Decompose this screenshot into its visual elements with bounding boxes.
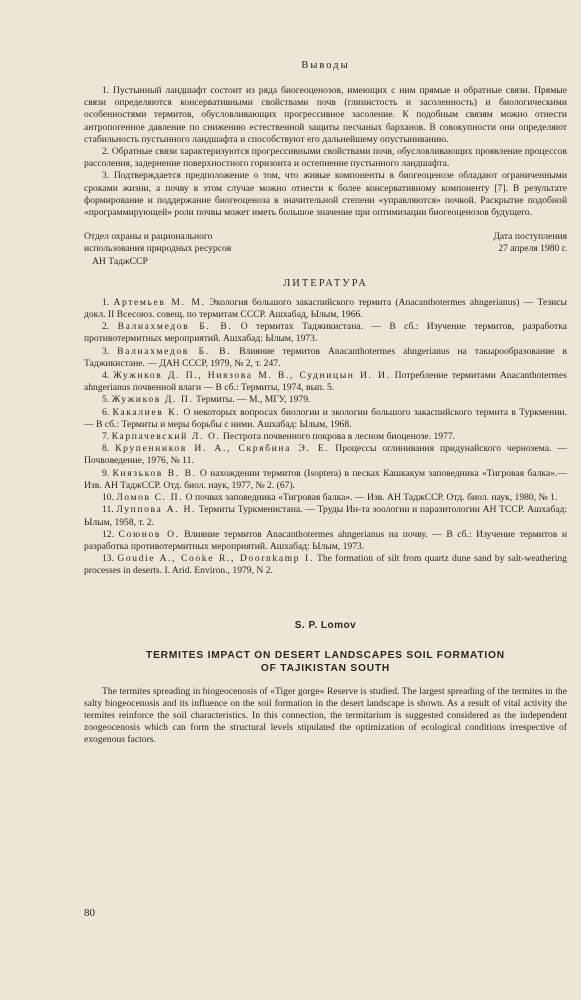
- summary-title-line-1: TERMITES IMPACT ON DESERT LANDSCAPES SOIL FORMATION: [146, 649, 505, 661]
- conclusions-heading: Выводы: [301, 60, 350, 71]
- reference-item: 13. Goudie A., Cooke R., Doornkamp I. The formation of silt from quartz dune sand by salt-weathering processes in deserts. I. Arid. Environ., 1979, N 2.: [84, 553, 567, 577]
- summary-title: [84, 649, 567, 676]
- reference-item: 9. Князьков В. В. О нахождении термитов (Isoptera) в песках Кашкакум заповедника «Тигровая балка».—Изв. АН ТаджССР. Отд. биол. наук, 1977, № 2. (67).: [84, 467, 567, 491]
- affiliation-line-3: АН ТаджССР: [92, 255, 148, 267]
- affiliation-line-1: Отдел охраны и рационального: [84, 231, 213, 243]
- summary-abstract: The termites spreading in biogeocenosis of «Tiger gorge» Reserve is studied. The largest spreading of the termites in the salty biogeocenosis and its influence on the soil formation in the desert landscape is shown. As a result of vital activity the termites reinforce the soil characteristics. In this connection, the termitarium is suggested considered as the independent zoogeocenosis which can form the structural levels stipulated the optimization of ecological conditions irrespective of exogenous factors.: [84, 685, 567, 746]
- reference-item: 10. Ломов С. П. О почвах заповедника «Тигровая балка». — Изв. АН ТаджССР. Отд. биол. наук, 1980, № 1.: [102, 492, 558, 504]
- literature-heading: ЛИТЕРАТУРА: [283, 277, 368, 289]
- reference-list: [84, 297, 567, 578]
- reference-item: 12. Союнов О. Влияние термитов Anacanthotermes ahngerianus на почву. — В сб.: Изучение термитов и разработка противотермитных мероприятий. Ашхабад: Ылым, 1973.: [84, 528, 567, 552]
- summary-title-line-2: OF TAJIKISTAN SOUTH: [260, 663, 391, 675]
- conclusion-paragraph-1: 1. Пустынный ландшафт состоит из ряда биогеоценозов, имеющих с ним прямые и обратные связи. Прямые связи определяются консервативными свойствами почв (глинистость и засоленность) и биологическими особенностями термитов, обусловливающих прогрессивное засоление. К подобным связям можно отнести антропогенное давление по снижению естественной защиты песчаных барханов. В совокупности они определяют стабильность пустынного ландшафта и способствуют его дальнейшему опустыниванию.: [84, 85, 567, 145]
- reference-item: 4. Жужиков Д. П., Ниязова М. В., Судницын И. И. Потребление термитами Anacanthotermes ahngerianus почвенной влаги — В сб.: Термиты, 1974, вып. 5.: [84, 370, 567, 394]
- page-number: 80: [84, 907, 95, 919]
- reference-item: 3. Валиахмедов Б. В. Влияние термитов Anacanthotermes ahngerianus на такырообразование в Таджикистане. — ДАН СССР, 1979, № 2, т. 247.: [84, 345, 567, 369]
- reference-item: 2. Валиахмедов Б. В. О термитах Таджикистана. — В сб.: Изучение термитов, разработка противотермитных мероприятий. Ашхабад: Ылым, 1973.: [84, 321, 567, 345]
- reference-item: 1. Артемьев М. М. Экология большого закаспийского термита (Anacanthotermes ahngerianus) — Тезисы докл. II Всесоюз. совещ. по термитам СССР. Ашхабад, Ылым, 1966.: [84, 296, 567, 321]
- affiliation-line-2: использования природных ресурсов: [84, 243, 232, 255]
- reference-item: 5. Жужиков Д. П. Термиты. — М., МГУ, 1979.: [102, 394, 311, 406]
- summary-author: S. P. Lomov: [294, 619, 357, 631]
- conclusion-paragraph-3: 3. Подтверждается предположение о том, что живые компоненты в биогеоценозе обладают ограниченными сроками жизни, а почву в этом случае можно отнести к более консервативному компоненту [7]. В результате формирование и поддержание биогеоценоза в значительной степени «управляются» почвой. Раскрытие подобной «программирующей» роли почвы может иметь большое значение при оптимизации биогеоценозов будущего.: [84, 170, 567, 219]
- reference-item: 7. Карпачевский Л. О. Пестрота почвенного покрова в лесном биоценозе. 1977.: [102, 431, 456, 443]
- conclusion-paragraph-2: 2. Обратные связи характеризуются прогрессивными свойствами почв, обусловливающих проявление процессов рассоления, задернение поверхностного горизонта и остепнение пустынного ландшафта.: [84, 146, 567, 170]
- reference-item: 11. Луппова А. Н. Термиты Туркменистана. — Труды Ин-та зоологии и паразитологии АН ТССР. Ашхабад: Ылым, 1958, т. 2.: [84, 504, 568, 528]
- reference-item: 8. Крупенников И. А., Скрябина Э. Е. Процессы оглинивания придунайского черноземa. — Почвоведение, 1976, № 11.: [84, 443, 567, 467]
- received-label: Дата поступления: [493, 231, 567, 243]
- reference-item: 6. Какалиев К. О некоторых вопросах биологии и экологии большого закаспийского термита в Туркмении. — В сб.: Термиты и меры борьбы с ними. Ашхабад: Ылым, 1968.: [84, 406, 567, 430]
- received-date: 27 апреля 1980 г.: [498, 243, 567, 255]
- affiliation-block: [84, 231, 567, 268]
